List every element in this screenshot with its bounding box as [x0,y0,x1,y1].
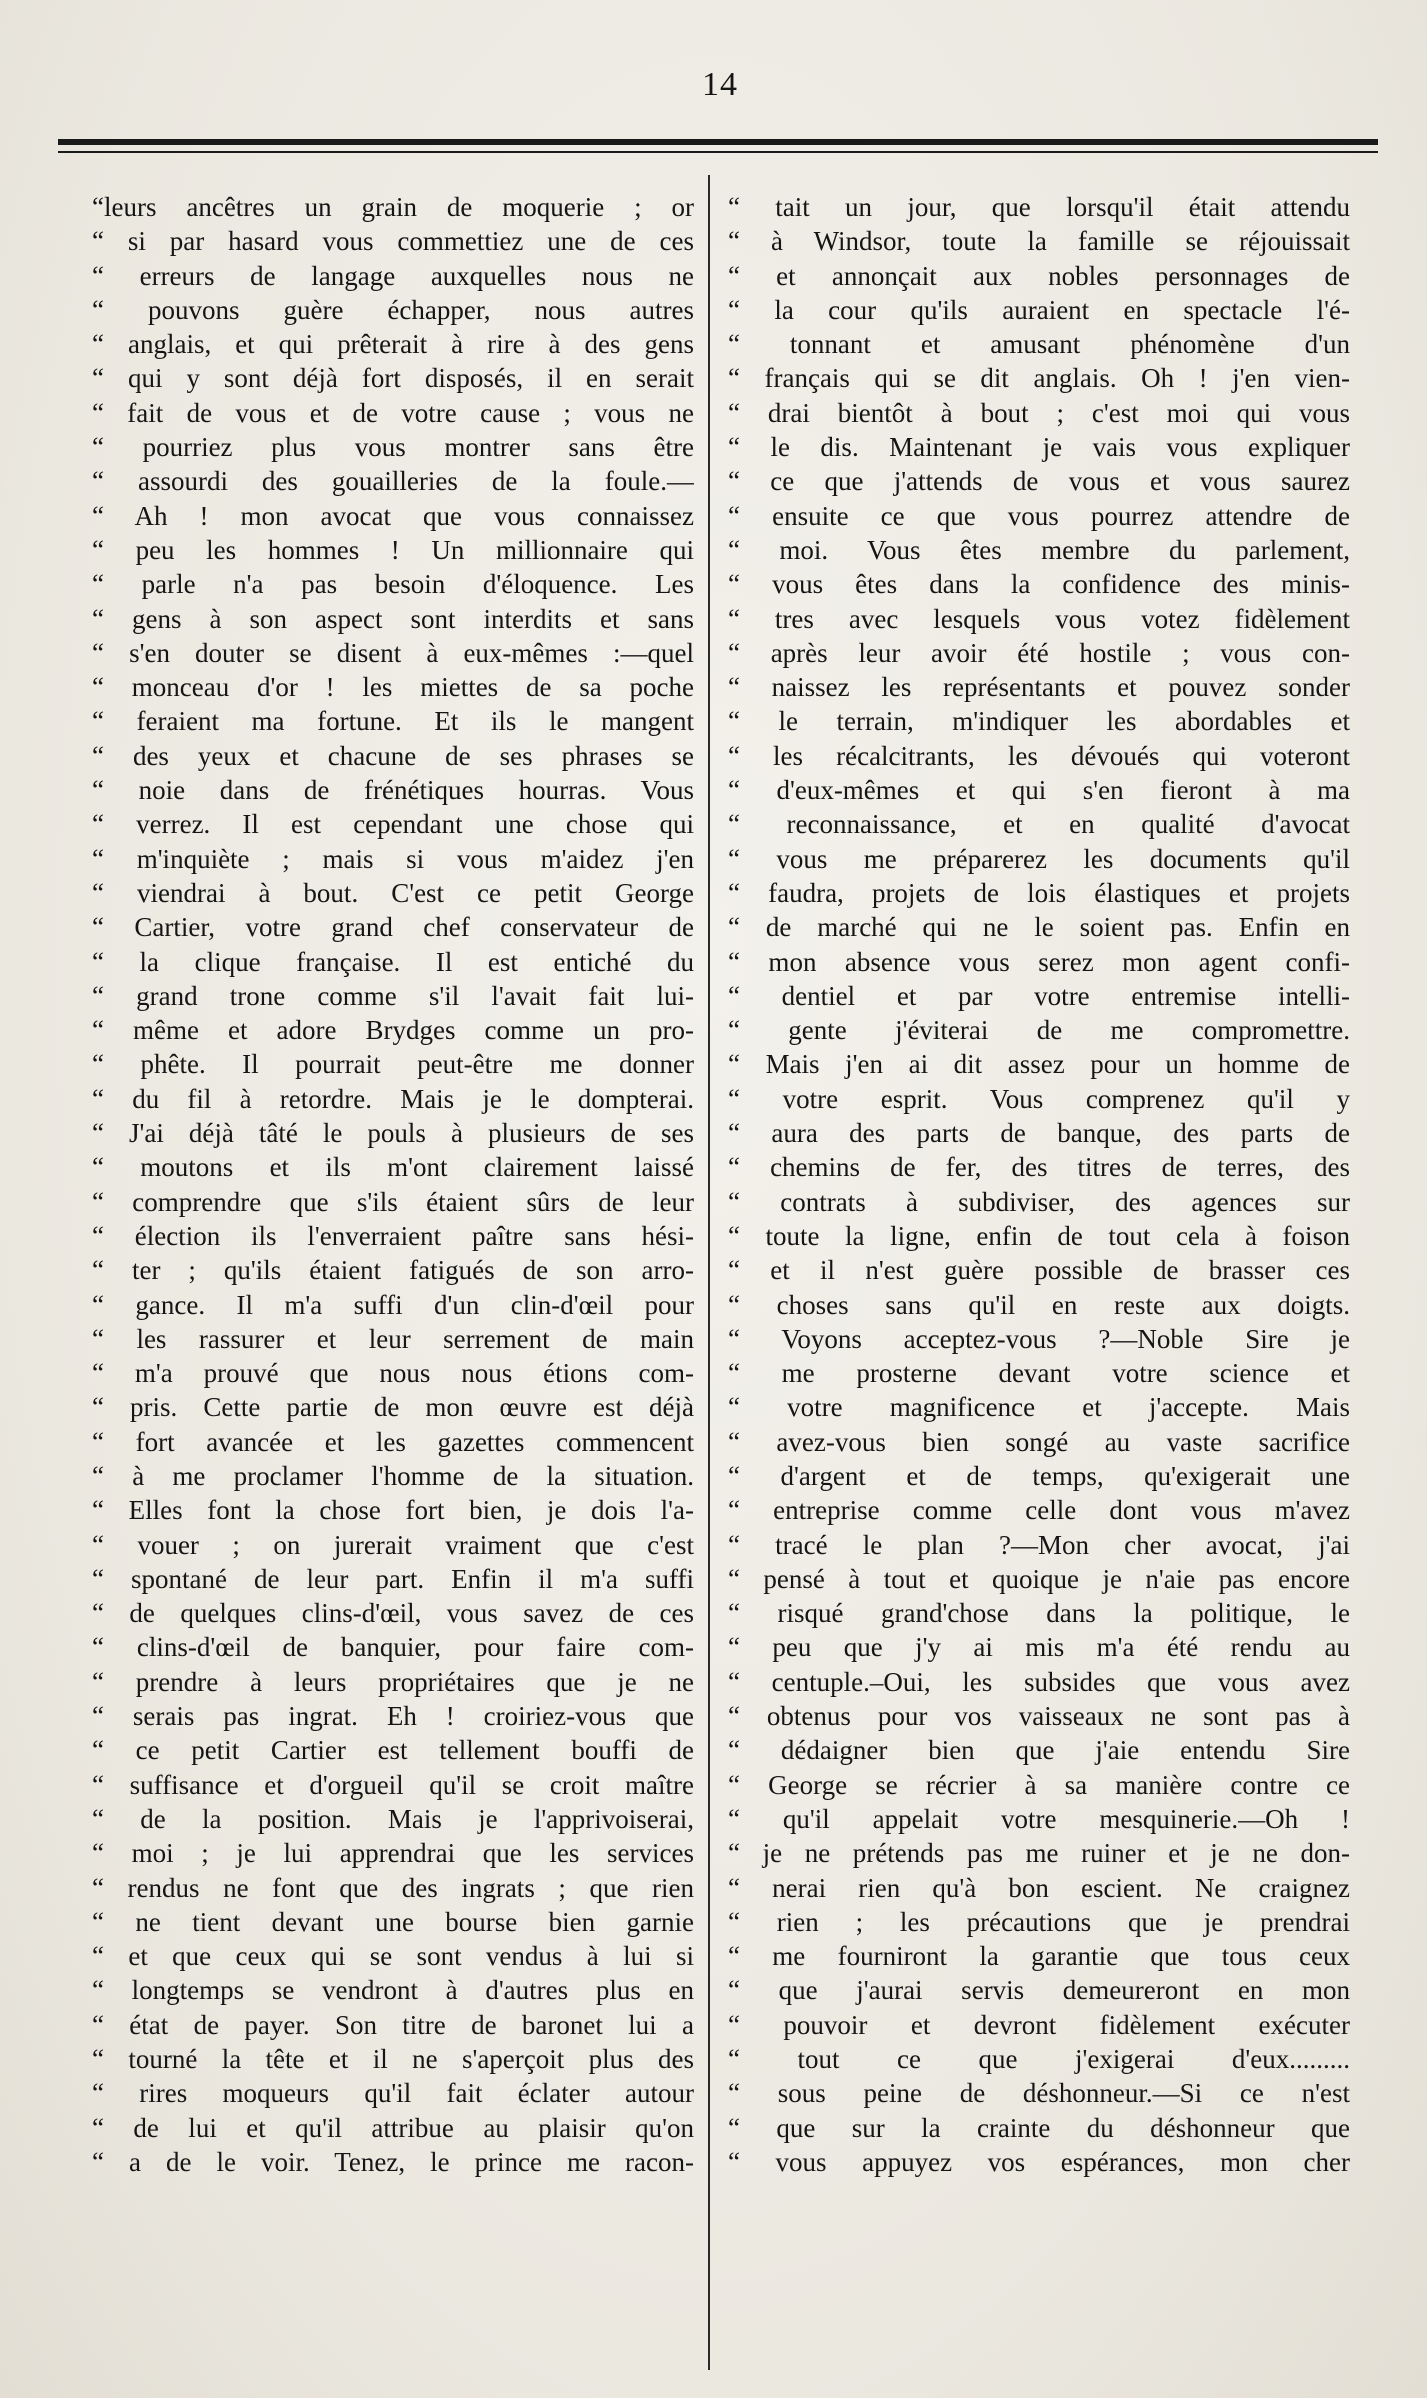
text-line: “ à me proclamer l'homme de la situation. [92,1460,694,1491]
text-line: “ votre magnificence et j'accepte. Mais [728,1392,1350,1423]
text-line: “ longtemps se vendront à d'autres plus en [92,1975,694,2006]
text-line: “ moutons et ils m'ont clairement laissé [92,1152,694,1183]
text-line: “ assourdi des gouailleries de la foule.— [92,466,694,497]
text-line: “ de la position. Mais je l'apprivoiserai, [92,1803,694,1834]
text-line: “ dédaigner bien que j'aie entendu Sire [728,1735,1350,1766]
text-line: “ des yeux et chacune de ses phrases se [92,740,694,771]
text-line: “ que j'aurai servis demeureront en mon [728,1975,1350,2006]
text-line: “ pris. Cette partie de mon œuvre est déjà [92,1392,694,1423]
text-line: “ fort avancée et les gazettes commencent [92,1426,694,1457]
text-line: “ peu que j'y ai mis m'a été rendu au [728,1632,1350,1663]
text-line: “ prendre à leurs propriétaires que je ne [92,1666,694,1697]
text-line: “ à Windsor, toute la famille se réjouissait [728,226,1350,257]
text-line: “ George se récrier à sa manière contre ce [728,1769,1350,1800]
text-line: “ noie dans de frénétiques hourras. Vous [92,775,694,806]
text-line: “ parle n'a pas besoin d'éloquence. Les [92,569,694,600]
text-line: “ tonnant et amusant phénomène d'un [728,329,1350,360]
text-line: “ moi. Vous êtes membre du parlement, [728,534,1350,565]
text-line: “ de marché qui ne le soient pas. Enfin en [728,912,1350,943]
text-line: “ choses sans qu'il en reste aux doigts. [728,1289,1350,1320]
text-line: “ état de payer. Son titre de baronet lui a [92,2009,694,2040]
text-line: “ aura des parts de banque, des parts de [728,1118,1350,1149]
text-line: “ s'en douter se disent à eux-mêmes :—quel [92,637,694,668]
text-line: “ ter ; qu'ils étaient fatigués de son arro- [92,1255,694,1286]
text-line: “ que sur la crainte du déshonneur que [728,2112,1350,2143]
text-line: “ m'inquiète ; mais si vous m'aidez j'en [92,843,694,874]
text-line: “ vouer ; on jurerait vraiment que c'est [92,1529,694,1560]
text-line: “ faudra, projets de lois élastiques et projets [728,877,1350,908]
text-line: “ ce petit Cartier est tellement bouffi de [92,1735,694,1766]
text-line: “ naissez les représentants et pouvez sonder [728,672,1350,703]
text-line: “ m'a prouvé que nous nous étions com- [92,1358,694,1389]
text-line: “ tourné la tête et il ne s'aperçoit plus des [92,2044,694,2075]
text-line: “ peu les hommes ! Un millionnaire qui [92,534,694,565]
text-line: “ vous me préparerez les documents qu'il [728,843,1350,874]
header-rule-thin [58,151,1378,153]
text-line: “ chemins de fer, des titres de terres, des [728,1152,1350,1183]
text-line: “ élection ils l'enverraient paître sans hési- [92,1220,694,1251]
text-line: “ d'argent et de temps, qu'exigerait une [728,1460,1350,1491]
text-line: “ et que ceux qui se sont vendus à lui si [92,1941,694,1972]
text-line: “ rires moqueurs qu'il fait éclater autour [92,2078,694,2109]
text-line: “ vous êtes dans la confidence des minis- [728,569,1350,600]
text-line: “ Elles font la chose fort bien, je dois l'a- [92,1495,694,1526]
text-line: “ qui y sont déjà fort disposés, il en serait [92,363,694,394]
text-line: “ ce que j'attends de vous et vous saurez [728,466,1350,497]
text-line: “ risqué grand'chose dans la politique, le [728,1598,1350,1629]
text-line: “ la cour qu'ils auraient en spectacle l'é- [728,294,1350,325]
text-line: “ anglais, et qui prêterait à rire à des gens [92,329,694,360]
left-text-column [92,190,694,2179]
text-line: “ pouvoir et devront fidèlement exécuter [728,2009,1350,2040]
text-line: “ de quelques clins-d'œil, vous savez de ces [92,1598,694,1629]
text-line: “ tait un jour, que lorsqu'il était attendu [728,192,1350,222]
text-line: “ tout ce que j'exigerai d'eux......... [728,2044,1350,2075]
text-line: “ mon absence vous serez mon agent confi- [728,946,1350,977]
text-line: “ après leur avoir été hostile ; vous con- [728,637,1350,668]
text-line: “ toute la ligne, enfin de tout cela à foison [728,1220,1350,1251]
text-line: “ ensuite ce que vous pourrez attendre de [728,500,1350,531]
text-line: “ vous appuyez vos espérances, mon cher [728,2146,1350,2177]
column-divider [708,175,710,2370]
text-line: “ phête. Il pourrait peut-être me donner [92,1049,694,1080]
text-line: “ monceau d'or ! les miettes de sa poche [92,672,694,703]
text-line: “ et annonçait aux nobles personnages de [728,260,1350,291]
text-line: “ votre esprit. Vous comprenez qu'il y [728,1083,1350,1114]
text-line: “ clins-d'œil de banquier, pour faire com- [92,1632,694,1663]
text-line: “ suffisance et d'orgueil qu'il se croit maître [92,1769,694,1800]
text-line: “ feraient ma fortune. Et ils le mangent [92,706,694,737]
text-line: “ les récalcitrants, les dévoués qui voteront [728,740,1350,771]
text-line: “ me fourniront la garantie que tous ceux [728,1941,1350,1972]
text-line: “ si par hasard vous commettiez une de ces [92,226,694,257]
text-line: “ me prosterne devant votre science et [728,1358,1350,1389]
text-line: “ a de le voir. Tenez, le prince me racon- [92,2146,694,2177]
text-line: “ d'eux-mêmes et qui s'en fieront à ma [728,775,1350,806]
text-line: “ Cartier, votre grand chef conservateur de [92,912,694,943]
text-line: “leurs ancêtres un grain de moquerie ; or [92,192,694,222]
text-line: “ rien ; les précautions que je prendrai [728,1906,1350,1937]
text-line: “ tracé le plan ?—Mon cher avocat, j'ai [728,1529,1350,1560]
text-line: “ rendus ne font que des ingrats ; que rien [92,1872,694,1903]
text-line: “ qu'il appelait votre mesquinerie.—Oh ! [728,1803,1350,1834]
text-line: “ drai bientôt à bout ; c'est moi qui vous [728,397,1350,428]
text-line: “ dentiel et par votre entremise intelli- [728,980,1350,1011]
text-line: “ français qui se dit anglais. Oh ! j'en vien- [728,363,1350,394]
text-line: “ le dis. Maintenant je vais vous expliquer [728,432,1350,463]
text-line: “ avez-vous bien songé au vaste sacrifice [728,1426,1350,1457]
text-line: “ entreprise comme celle dont vous m'avez [728,1495,1350,1526]
text-line: “ J'ai déjà tâté le pouls à plusieurs de ses [92,1118,694,1149]
text-line: “ nerai rien qu'à bon escient. Ne craignez [728,1872,1350,1903]
text-line: “ la clique française. Il est entiché du [92,946,694,977]
text-line: “ gens à son aspect sont interdits et sans [92,603,694,634]
text-line: “ je ne prétends pas me ruiner et je ne don- [728,1838,1350,1869]
text-line: “ spontané de leur part. Enfin il m'a suffi [92,1563,694,1594]
text-line: “ Voyons acceptez-vous ?—Noble Sire je [728,1323,1350,1354]
text-line: “ pensé à tout et quoique je n'aie pas encore [728,1563,1350,1594]
text-line: “ de lui et qu'il attribue au plaisir qu'on [92,2112,694,2143]
text-line: “ et il n'est guère possible de brasser ces [728,1255,1350,1286]
text-line: “ tres avec lesquels vous votez fidèlement [728,603,1350,634]
text-line: “ les rassurer et leur serrement de main [92,1323,694,1354]
text-line: “ Ah ! mon avocat que vous connaissez [92,500,694,531]
text-line: “ reconnaissance, et en qualité d'avocat [728,809,1350,840]
text-line: “ Mais j'en ai dit assez pour un homme de [728,1049,1350,1080]
text-line: “ erreurs de langage auxquelles nous ne [92,260,694,291]
text-line: “ ne tient devant une bourse bien garnie [92,1906,694,1937]
page-number: 14 [702,66,738,103]
text-line: “ sous peine de déshonneur.—Si ce n'est [728,2078,1350,2109]
text-line: “ centuple.–Oui, les subsides que vous avez [728,1666,1350,1697]
text-line: “ viendrai à bout. C'est ce petit George [92,877,694,908]
text-line: “ serais pas ingrat. Eh ! croiriez-vous que [92,1701,694,1732]
text-line: “ comprendre que s'ils étaient sûrs de leur [92,1186,694,1217]
text-line: “ verrez. Il est cependant une chose qui [92,809,694,840]
text-line: “ moi ; je lui apprendrai que les services [92,1838,694,1869]
right-text-column [728,190,1350,2179]
text-line: “ le terrain, m'indiquer les abordables et [728,706,1350,737]
text-line: “ pouvons guère échapper, nous autres [92,294,694,325]
text-line: “ grand trone comme s'il l'avait fait lui- [92,980,694,1011]
text-line: “ du fil à retordre. Mais je le dompterai. [92,1083,694,1114]
text-line: “ contrats à subdiviser, des agences sur [728,1186,1350,1217]
text-line: “ même et adore Brydges comme un pro- [92,1015,694,1046]
text-line: “ gance. Il m'a suffi d'un clin-d'œil pour [92,1289,694,1320]
header-rule-thick [58,139,1378,145]
text-line: “ obtenus pour vos vaisseaux ne sont pas à [728,1701,1350,1732]
text-line: “ pourriez plus vous montrer sans être [92,432,694,463]
text-line: “ gente j'éviterai de me compromettre. [728,1015,1350,1046]
text-line: “ fait de vous et de votre cause ; vous ne [92,397,694,428]
